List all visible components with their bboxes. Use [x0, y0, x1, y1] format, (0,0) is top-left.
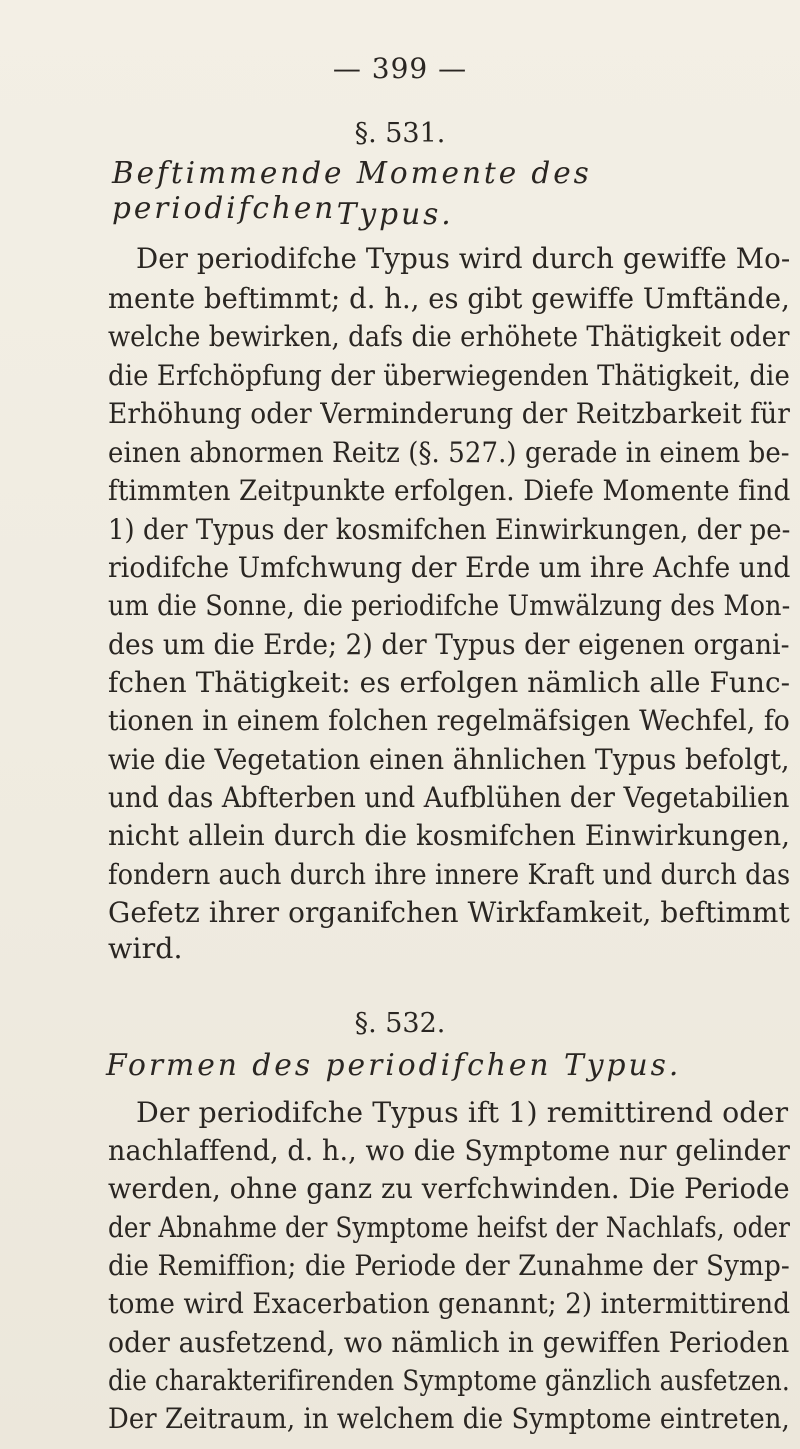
- text-line: Der Zeitraum, in welchem die Symptome eintreten,: [108, 1402, 790, 1435]
- section-532-number: §. 532.: [354, 1008, 446, 1039]
- text-line: tionen in einem folchen regelmäfsigen Wechfel, fo: [108, 704, 790, 737]
- text-line: 1) der Typus der kosmifchen Einwirkungen, der pe-: [108, 513, 791, 546]
- text-line: ftimmten Zeitpunkte erfolgen. Diefe Momente find: [108, 474, 791, 507]
- text-line: wird.: [108, 932, 183, 965]
- text-line: mente beftimmt; d. h., es gibt gewiffe Umftände,: [108, 282, 790, 315]
- section-531-title-line1: Beftimmende Momente des periodifchen: [112, 156, 592, 226]
- text-line: fondern auch durch ihre innere Kraft und durch das: [108, 858, 791, 891]
- text-line: der Abnahme der Symptome heifst der Nachlafs, oder: [108, 1211, 791, 1244]
- text-line: tome wird Exacerbation genannt; 2) intermittirend: [108, 1287, 791, 1320]
- text-line: einen abnormen Reitz (§. 527.) gerade in einem be-: [108, 436, 790, 469]
- text-line: um die Sonne, die periodifche Umwälzung des Mon-: [108, 589, 791, 622]
- text-line: wie die Vegetation einen ähnlichen Typus befolgt,: [108, 743, 790, 776]
- text-line: riodifche Umfchwung der Erde um ihre Achfe und: [108, 551, 791, 584]
- text-line: die Remiffion; die Periode der Zunahme der Symp-: [108, 1249, 790, 1282]
- section-531-number: §. 531.: [354, 118, 446, 149]
- text-line: oder ausfetzend, wo nämlich in gewiffen Perioden: [108, 1326, 790, 1359]
- text-line: welche bewirken, dafs die erhöhete Thätigkeit oder: [108, 320, 790, 353]
- section-532-title: Formen des periodifchen Typus.: [106, 1048, 682, 1083]
- text-line: Der periodifche Typus ift 1) remittirend oder: [136, 1096, 789, 1129]
- text-line: fchen Thätigkeit: es erfolgen nämlich alle Func-: [108, 666, 791, 699]
- text-line: die charakterifirenden Symptome gänzlich ausfetzen.: [108, 1364, 790, 1397]
- text-line: und das Abfterben und Aufblühen der Vegetabilien: [108, 781, 790, 814]
- text-line: nicht allein durch die kosmifchen Einwirkungen,: [108, 819, 791, 852]
- text-line: nachlaffend, d. h., wo die Symptome nur gelinder: [108, 1134, 790, 1167]
- text-line: Gefetz ihrer organifchen Wirkfamkeit, beftimmt: [108, 896, 790, 929]
- text-line: die Erfchöpfung der überwiegenden Thätigkeit, die: [108, 359, 790, 392]
- section-531-title-line2: Typus.: [336, 197, 454, 232]
- text-line: werden, ohne ganz zu verfchwinden. Die Periode: [108, 1172, 790, 1205]
- text-line: Erhöhung oder Verminderung der Reitzbarkeit für: [108, 397, 790, 430]
- text-line: Der periodifche Typus wird durch gewiffe Mo-: [136, 242, 791, 275]
- text-line: des um die Erde; 2) der Typus der eigenen organi-: [108, 628, 790, 661]
- page-number: — 399 —: [332, 52, 468, 85]
